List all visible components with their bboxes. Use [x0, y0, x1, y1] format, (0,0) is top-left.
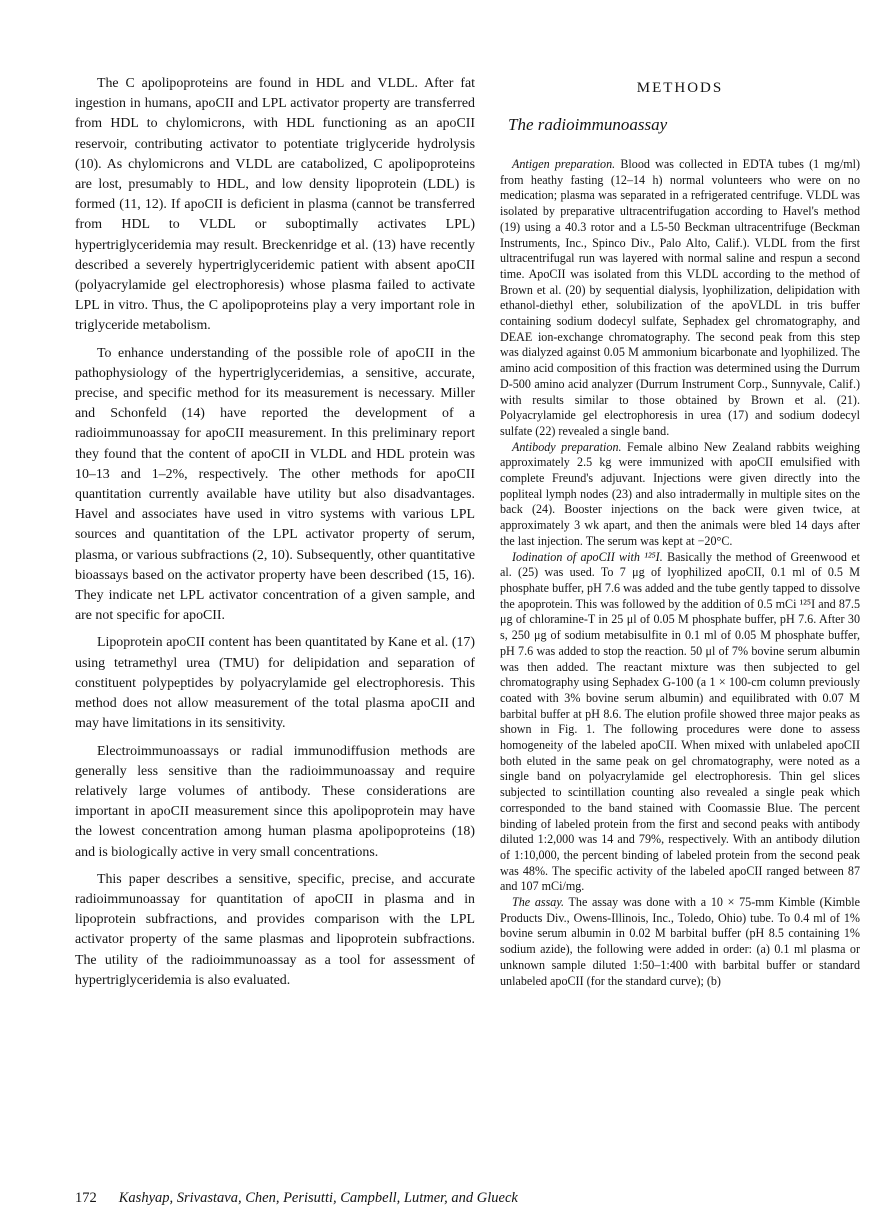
methods-paragraph — [500, 550, 860, 895]
subsection-heading: The radioimmunoassay — [508, 115, 668, 134]
body-paragraph: Electroimmunoassays or radial immunodiffusion methods are generally less sensitive than the radioimmunoassay and require relatively large volumes of antibody. These considerations are important in apoCII measurement since this apolipoprotein may have the lowest concentration among human plasma apolipoproteins (18) and is biologically active in very small concentrations. — [75, 743, 475, 860]
paragraph-lead: The assay. — [512, 895, 565, 910]
left-column — [75, 74, 475, 998]
body-paragraph: This paper describes a sensitive, specific, precise, and accurate radioimmunoassay for quantitation of apoCII in plasma and in lipoprotein subfractions, and provides comparison with the LPL activator property of the same plasmas and lipoprotein subfractions. The utility of the radioimmunoassay as a tool for assessment of hypertriglyceridemia is also evaluated. — [75, 871, 475, 988]
paragraph-lead: Iodination of apoCII with ¹²⁵I. — [512, 549, 663, 564]
paragraph-lead: Antigen preparation. — [512, 157, 616, 171]
body-paragraph: Lipoprotein apoCII content has been quantitated by Kane et al. (17) using tetramethyl urea (TMU) for delipidation and separation of constituent polypeptides by polyacrylamide gel electrophoresis. This method does not allow measurement of the total plasma apoCII and may have limitations in its sensitivity. — [75, 635, 475, 732]
body-paragraph: To enhance understanding of the possible role of apoCII in the pathophysiology of the hypertriglyceridemias, a sensitive, accurate, precise, and specific method for its measurement is necessary. Miller and Schonfeld (14) have reported the development of a radioimmunoassay for apoCII measurement. In this preliminary report they found that the content of apoCII in VLDL and HDL protein was 10–13 and 1–2%, respectively. The other methods for apoCII quantitation currently available have utility but also disadvantages. Havel and associates have used in vitro systems with various LPL sources and quantitation of the LPL activator property of serum, plasma, or various subfractions (2, 10). Subsequently, other quantitative bioassays based on the activator property have been described (15, 16). They indicate net LPL activator concentration of a given sample, and are not specific for apoCII. — [75, 345, 475, 624]
right-column — [500, 74, 860, 989]
paragraph-text: Basically the method of Greenwood et al. (25) was used. To 7 μg of lyophilized apoCII, 0.1 ml of 0.5 M phosphate buffer, pH 7.6 was added and the tube gently tapped to dissolve the apoprotein. This was followed by the addition of 0.5 mCi ¹²⁵I and 87.5 μg of chloramine-T in 25 μl of 0.05 M phosphate buffer, pH 7.6. After 30 s, 250 μg of sodium metabisulfite in 0.1 ml of 0.05 M phosphate buffer, pH 7.6 was added to stop the reaction. 50 μl of 7% bovine serum albumin was then added. The reactant mixture was then subjected to gel chromatography using Sephadex G-100 (a 1 × 100-cm column previously coated with 3% bovine serum albumin) and equilibrated with 0.07 M barbital buffer at pH 8.6. The elution profile showed three major peaks as shown in Fig. 1. The following procedures were done to assess homogeneity of the labeled apoCII. When mixed with unlabeled apoCII both eluted in the same peak on gel chromatography, were noted as a single band on polyacrylamide gel electrophoresis. Thin gel slices subjected to scintillation counting also revealed a single peak which corresponded to the band stained with Coomassie Blue. The percent binding of labeled protein from the first and second peaks with antibody diluted 1:2,000 was 14 and 79%, respectively. With an antibody dilution of 1:10,000, the percent binding of labeled protein from the second peak was 48%. The specific activity of the labeled apoCII ranged between 87 and 107 mCi/mg. — [500, 549, 860, 894]
paragraph-lead: Antibody preparation. — [512, 439, 622, 454]
body-paragraph: The C apolipoproteins are found in HDL and VLDL. After fat ingestion in humans, apoCII and LPL activator property are transferred from HDL to chylomicrons, with HDL functioning as an apoCII reservoir, contributing activator to potentiate triglyceride hydrolysis (10). As chylomicrons and VLDL are catabolized, C apolipoproteins are lost, presumably to HDL, and low density lipoprotein (LDL) is formed (11, 12). If apoCII is deficient in plasma (cannot be transferred from HDL to VLDL or suboptimally activates LPL) hypertriglyceridemia may result. Breckenridge et al. (13) have recently described a severely hypertriglyceridemic patient with absent apoCII (polyacrylamide gel electrophoresis) whose plasma failed to activate LPL in vitro. Thus, the C apolipoproteins play a very important role in triglyceride metabolism. — [75, 76, 475, 334]
paragraph-text: Female albino New Zealand rabbits weighing approximately 2.5 kg were immunized with apoCII emulsified with complete Freund's adjuvant. Injections were given directly into the popliteal lymph nodes (23) and also intradermally in multiple sites on the back (24). Booster injections on the back were given twice, at approximately 3 wk apart, and then the animals were bled 14 days after the last injection. The serum was kept at −20°C. — [500, 439, 860, 548]
page-footer — [75, 1190, 865, 1207]
running-authors: Kashyap, Srivastava, Chen, Perisutti, Campbell, Lutmer, and Glueck — [118, 1190, 518, 1206]
methods-paragraph — [500, 895, 860, 989]
paragraph-text: The assay was done with a 10 × 75-mm Kimble (Kimble Products Div., Owens-Illinois, Inc., Toledo, Ohio) tube. To 0.4 ml of 1% bovine serum albumin in 0.02 M barbital buffer (pH 8.5 containing 1% sodium azide), the following were added in order: (a) 0.1 ml plasma or unknown sample diluted 1:50–1:400 with barbital buffer or standard unlabeled apoCII (for the standard curve); (b) — [500, 895, 860, 988]
page-number: 172 — [75, 1190, 97, 1206]
methods-paragraph — [500, 157, 860, 440]
methods-paragraph — [500, 440, 860, 550]
section-heading: METHODS — [636, 80, 724, 96]
paragraph-text: Blood was collected in EDTA tubes (1 mg/ml) from heathy fasting (12–14 h) normal volunteers who were on no medication; plasma was separated in a refrigerated centrifuge. VLDL was isolated by preparative ultracentrifugation according to Havel's method (19) using a 40.3 rotor and a L5-50 Beckman ultracentrifuge (Beckman Instruments, Inc., Spinco Div., Palo Alto, Calif.). VLDL from the first ultracentrifugal run was layered with normal saline and respun a second time. ApoCII was isolated from this VLDL according to the method of Brown et al. (20) by sequential dialysis, lyophilization, delipidation with ethanol-diethyl ether, solubilization of the apoVLDL in tris buffer containing sodium dodecyl sulfate, Sephadex gel chromatography, and DEAE ion-exchange chromatography. The second peak from this step was dialyzed against 0.05 M ammonium bicarbonate and lyophilized. The amino acid composition of this fraction was determined using the Durrum D-500 amino acid analyzer (Durrum Instrument Corp., Sunnyvale, Calif.) with results similar to those obtained by Brown et al. (21). Polyacrylamide gel electrophoresis in urea (17) and sodium dodecyl sulfate (22) revealed a single band. — [500, 157, 860, 438]
